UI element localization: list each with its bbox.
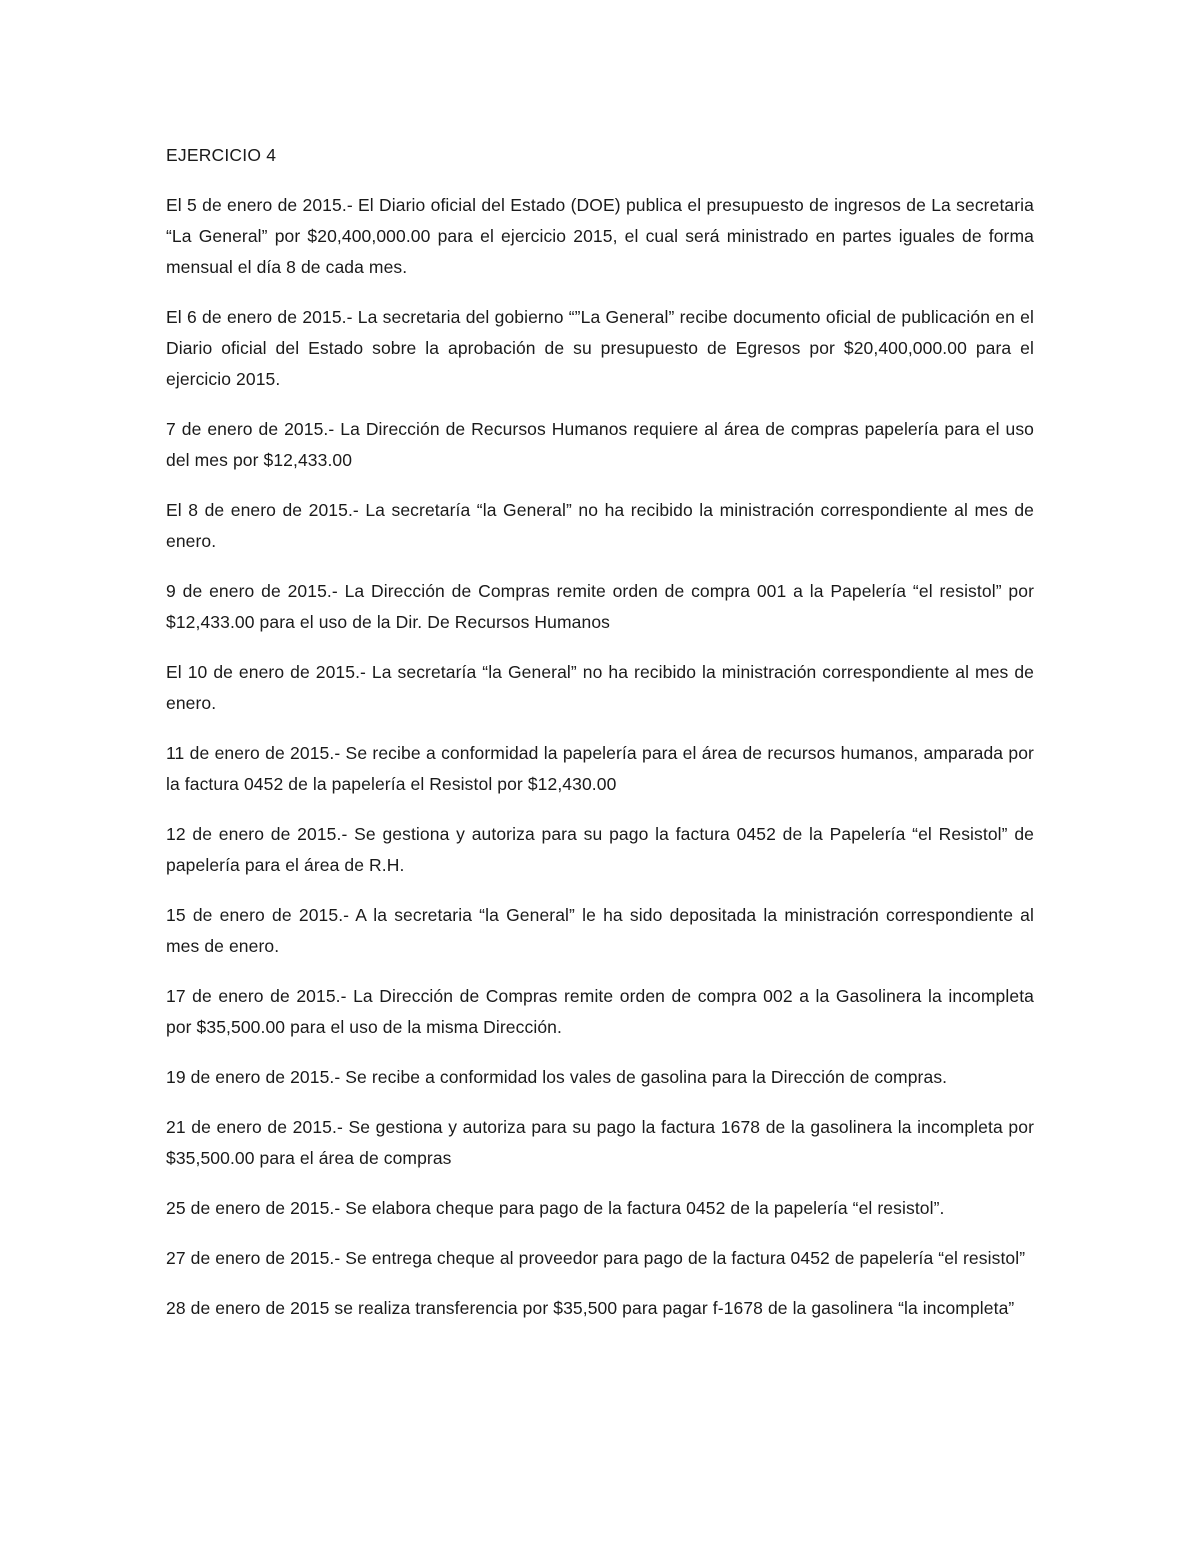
paragraph-9: 15 de enero de 2015.- A la secretaria “la General” le ha sido depositada la ministración correspondiente al mes de enero.: [166, 905, 1034, 956]
paragraph-2: El 6 de enero de 2015.- La secretaria del gobierno “”La General” recibe documento oficial de publicación en el Diario oficial del Estado sobre la aprobación de su presupuesto de Egresos por $20,400,000.00 para el ejercicio 2015.: [166, 307, 1034, 389]
paragraph-1: El 5 de enero de 2015.- El Diario oficial del Estado (DOE) publica el presupuesto de ingresos de La secretaria “La General” por $20,400,000.00 para el ejercicio 2015, el cual será ministrado en partes iguales de forma mensual el día 8 de cada mes.: [166, 195, 1034, 277]
paragraph-14: 27 de enero de 2015.- Se entrega cheque al proveedor para pago de la factura 0452 de papelería “el resistol”: [166, 1248, 1026, 1268]
paragraph-11: 19 de enero de 2015.- Se recibe a conformidad los vales de gasolina para la Dirección de compras.: [166, 1067, 948, 1087]
paragraph-5: 9 de enero de 2015.- La Dirección de Compras remite orden de compra 001 a la Papelería “el resistol” por $12,433.00 para el uso de la Dir. De Recursos Humanos: [166, 581, 1034, 632]
paragraph-7: 11 de enero de 2015.- Se recibe a conformidad la papelería para el área de recursos humanos, amparada por la factura 0452 de la papelería el Resistol por $12,430.00: [166, 743, 1034, 794]
document-title: EJERCICIO 4: [166, 145, 277, 165]
paragraph-15: 28 de enero de 2015 se realiza transferencia por $35,500 para pagar f-1678 de la gasolinera “la incompleta”: [166, 1298, 1015, 1318]
paragraph-6: El 10 de enero de 2015.- La secretaría “la General” no ha recibido la ministración correspondiente al mes de enero.: [166, 662, 1034, 713]
paragraph-8: 12 de enero de 2015.- Se gestiona y autoriza para su pago la factura 0452 de la Papelería “el Resistol” de papelería para el área de R.H.: [166, 824, 1034, 875]
paragraph-10: 17 de enero de 2015.- La Dirección de Compras remite orden de compra 002 a la Gasolinera la incompleta por $35,500.00 para el uso de la misma Dirección.: [166, 986, 1034, 1037]
paragraph-13: 25 de enero de 2015.- Se elabora cheque para pago de la factura 0452 de la papelería “el resistol”.: [166, 1198, 945, 1218]
paragraph-12: 21 de enero de 2015.- Se gestiona y autoriza para su pago la factura 1678 de la gasolinera la incompleta por $35,500.00 para el área de compras: [166, 1117, 1034, 1168]
paragraph-4: El 8 de enero de 2015.- La secretaría “la General” no ha recibido la ministración correspondiente al mes de enero.: [166, 500, 1034, 551]
paragraph-3: 7 de enero de 2015.- La Dirección de Recursos Humanos requiere al área de compras papelería para el uso del mes por $12,433.00: [166, 419, 1034, 470]
